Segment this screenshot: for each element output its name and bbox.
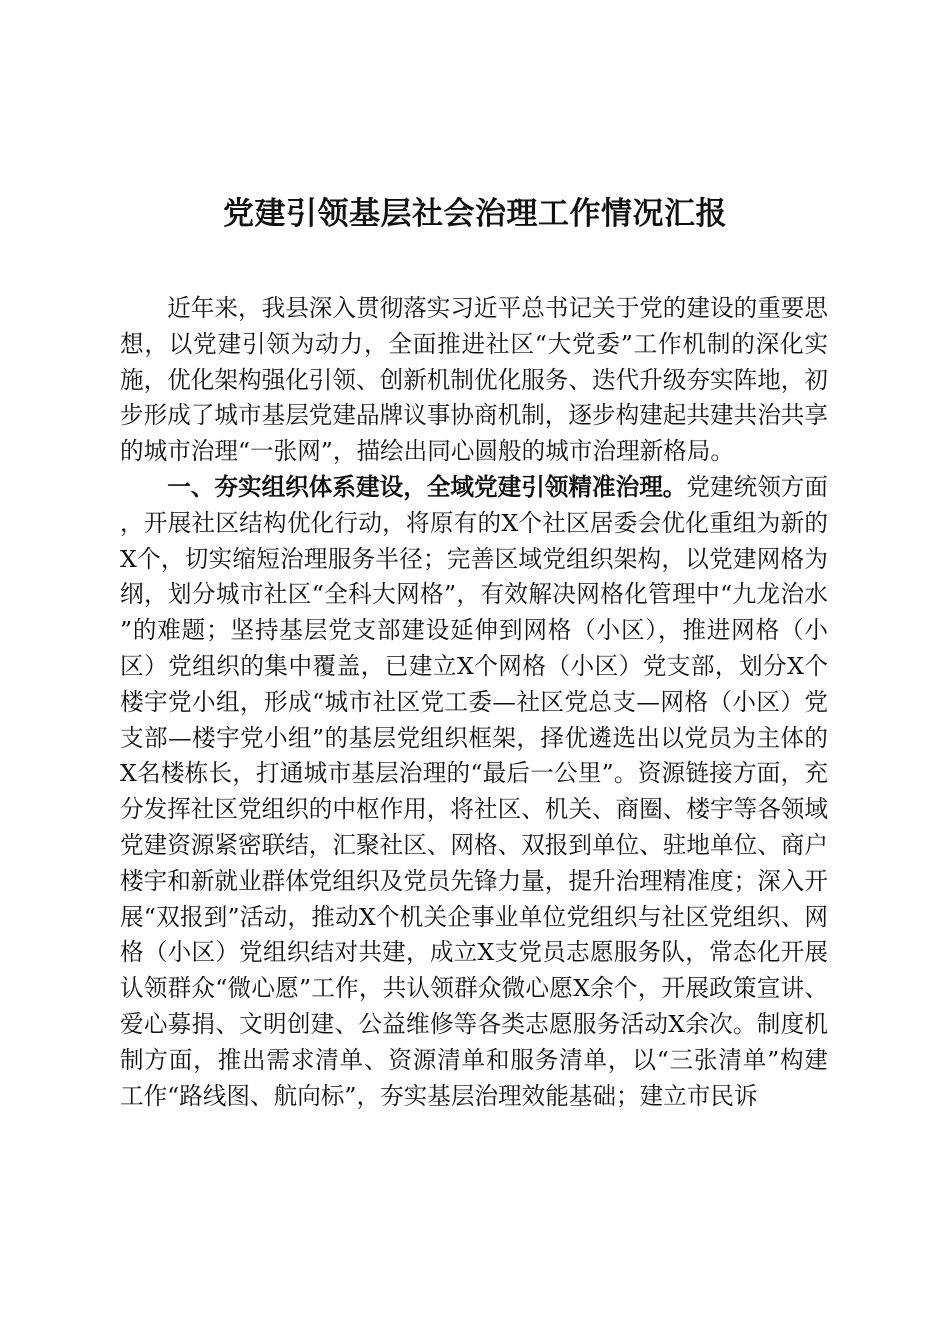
section-1-heading: 一、夯实组织体系建设，全域党建引领精准治理。 [167, 472, 687, 501]
document-body [120, 291, 828, 1114]
section-1-paragraph [120, 470, 828, 1114]
section-1-body: 党建统领方面，开展社区结构优化行动，将原有的X个社区居委会优化重组为新的X个，切实缩短治理服务半径；完善区域党组织架构，以党建网格为纲，划分城市社区“全科大网格”，有效解决网格化管理中“九龙治水”的难题；坚持基层党支部建设延伸到网格（小区），推进网格（小区）党组织的集中覆盖，已建立X个网格（小区）党支部，划分X个楼宇党小组，形成“城市社区党工委—社区党总支—网格（小区）党支部—楼宇党小组”的基层党组织框架，择优遴选出以党员为主体的X名楼栋长，打通城市基层治理的“最后一公里”。资源链接方面，充分发挥社区党组织的中枢作用，将社区、机关、商圈、楼宇等各领域党建资源紧密联结，汇聚社区、网格、双报到单位、驻地单位、商户楼宇和新就业群体党组织及党员先锋力量，提升治理精准度；深入开展“双报到”活动，推动X个机关企事业单位党组织与社区党组织、网格（小区）党组织结对共建，成立X支党员志愿服务队，常态化开展认领群众“微心愿”工作，共认领群众微心愿X余个，开展政策宣讲、爱心募捐、文明创建、公益维修等各类志愿服务活动X余次。制度机制方面，推出需求清单、资源清单和服务清单，以“三张清单”构建工作“路线图、航向标”，夯实基层治理效能基础；建立市民诉 [120, 472, 829, 1110]
document-title: 党建引领基层社会治理工作情况汇报 [223, 196, 727, 232]
intro-paragraph: 近年来，我县深入贯彻落实习近平总书记关于党的建设的重要思想，以党建引领为动力，全面推进社区“大党委”工作机制的深化实施，优化架构强化引领、创新机制优化服务、迭代升级夯实阵地，初步形成了城市基层党建品牌议事协商机制，逐步构建起共建共治共享的城市治理“一张网”，描绘出同心圆般的城市治理新格局。 [120, 294, 828, 466]
